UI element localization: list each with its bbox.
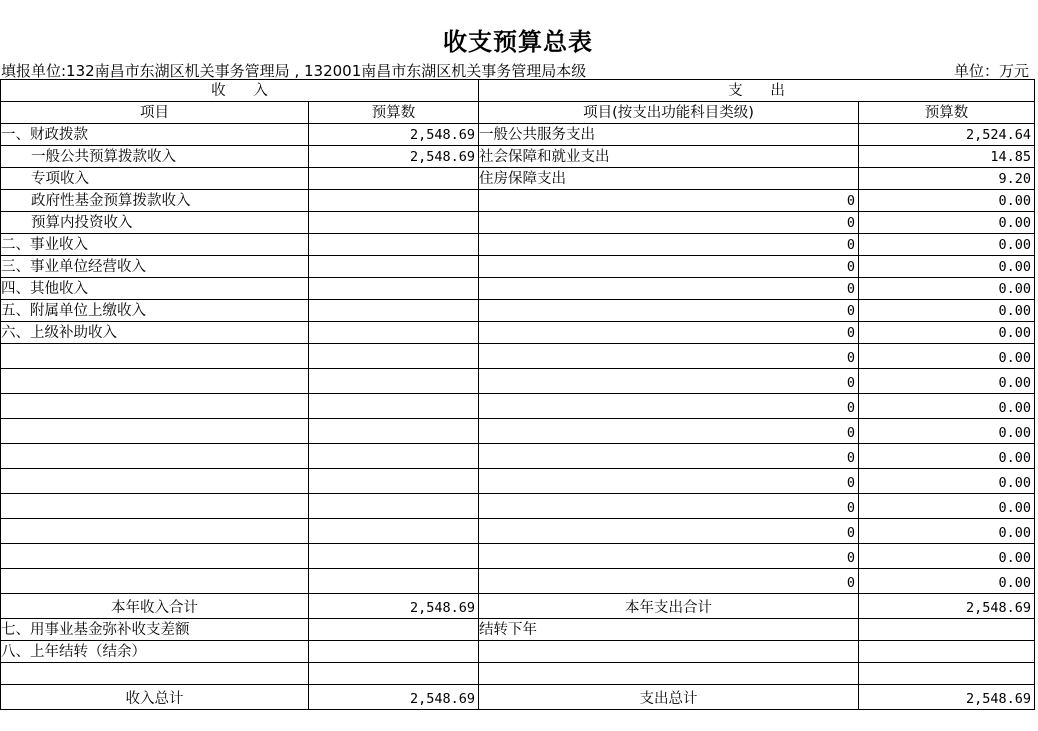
expense-item-cell: 一般公共服务支出 <box>479 124 859 146</box>
income-value-cell <box>309 494 479 519</box>
col-income-budget-header: 预算数 <box>309 102 479 124</box>
carry-next-year-value <box>859 619 1035 641</box>
income-grand-total-label: 收入总计 <box>1 685 309 710</box>
income-value-cell <box>309 394 479 419</box>
col-income-item-header: 项目 <box>1 102 309 124</box>
income-value-cell <box>309 469 479 494</box>
fund-offset-value <box>309 619 479 641</box>
expense-value-cell: 0.00 <box>859 569 1035 594</box>
table-row <box>1 278 1035 300</box>
expense-item-cell: 0 <box>479 544 859 569</box>
col-expense-budget-header: 预算数 <box>859 102 1035 124</box>
expense-value-cell: 0.00 <box>859 494 1035 519</box>
income-item-cell <box>1 394 309 419</box>
table-row <box>1 256 1035 278</box>
table-row <box>1 168 1035 190</box>
empty-cell <box>859 641 1035 663</box>
expense-item-cell: 0 <box>479 278 859 300</box>
table-row <box>1 124 1035 146</box>
column-header-row <box>1 102 1035 124</box>
expense-value-cell: 0.00 <box>859 322 1035 344</box>
expense-item-cell: 0 <box>479 190 859 212</box>
year-income-total-label: 本年收入合计 <box>1 594 309 619</box>
prior-year-carry-label: 八、上年结转（结余） <box>1 641 309 663</box>
expense-value-cell: 0.00 <box>859 519 1035 544</box>
col-expense-item-header: 项目(按支出功能科目类级) <box>479 102 859 124</box>
empty-cell <box>859 663 1035 685</box>
table-row <box>1 300 1035 322</box>
expense-value-cell: 9.20 <box>859 168 1035 190</box>
table-row <box>1 344 1035 369</box>
table-row <box>1 322 1035 344</box>
income-value-cell <box>309 300 479 322</box>
income-value-cell <box>309 256 479 278</box>
income-item-cell <box>1 344 309 369</box>
carry-next-year-label: 结转下年 <box>479 619 859 641</box>
expense-item-cell: 0 <box>479 469 859 494</box>
income-value-cell <box>309 190 479 212</box>
income-item-cell: 一、财政拨款 <box>1 124 309 146</box>
year-income-total-value: 2,548.69 <box>309 594 479 619</box>
income-value-cell <box>309 168 479 190</box>
income-item-cell <box>1 469 309 494</box>
section-header-row <box>1 80 1035 102</box>
income-value-cell <box>309 212 479 234</box>
expense-value-cell: 14.85 <box>859 146 1035 168</box>
year-expense-total-value: 2,548.69 <box>859 594 1035 619</box>
income-grand-total-value: 2,548.69 <box>309 685 479 710</box>
table-row <box>1 663 1035 685</box>
page-title: 收支预算总表 <box>443 28 593 56</box>
table-row <box>1 544 1035 569</box>
empty-cell <box>479 663 859 685</box>
expense-item-cell: 0 <box>479 519 859 544</box>
section-expense-header: 支 出 <box>479 80 1035 102</box>
budget-table <box>0 79 1035 710</box>
table-row <box>1 394 1035 419</box>
table-row <box>1 619 1035 641</box>
expense-item-cell: 0 <box>479 419 859 444</box>
income-value-cell <box>309 519 479 544</box>
income-value-cell <box>309 344 479 369</box>
expense-value-cell: 0.00 <box>859 234 1035 256</box>
expense-item-cell: 住房保障支出 <box>479 168 859 190</box>
expense-value-cell: 0.00 <box>859 344 1035 369</box>
table-row <box>1 519 1035 544</box>
prior-year-carry-value <box>309 641 479 663</box>
income-item-cell <box>1 419 309 444</box>
income-item-cell: 一般公共预算拨款收入 <box>1 146 309 168</box>
fund-offset-label: 七、用事业基金弥补收支差额 <box>1 619 309 641</box>
expense-item-cell: 0 <box>479 444 859 469</box>
table-row <box>1 494 1035 519</box>
expense-item-cell: 0 <box>479 369 859 394</box>
expense-item-cell: 0 <box>479 300 859 322</box>
income-value-cell: 2,548.69 <box>309 146 479 168</box>
income-item-cell: 专项收入 <box>1 168 309 190</box>
table-row <box>1 212 1035 234</box>
expense-item-cell: 社会保障和就业支出 <box>479 146 859 168</box>
expense-value-cell: 0.00 <box>859 419 1035 444</box>
expense-value-cell: 0.00 <box>859 544 1035 569</box>
table-row <box>1 419 1035 444</box>
year-total-row <box>1 594 1035 619</box>
income-value-cell <box>309 234 479 256</box>
expense-grand-total-value: 2,548.69 <box>859 685 1035 710</box>
table-row <box>1 444 1035 469</box>
expense-value-cell: 0.00 <box>859 369 1035 394</box>
income-item-cell: 五、附属单位上缴收入 <box>1 300 309 322</box>
table-row <box>1 641 1035 663</box>
income-item-cell: 四、其他收入 <box>1 278 309 300</box>
expense-item-cell: 0 <box>479 394 859 419</box>
expense-grand-total-label: 支出总计 <box>479 685 859 710</box>
expense-value-cell: 0.00 <box>859 256 1035 278</box>
income-value-cell <box>309 278 479 300</box>
table-row <box>1 469 1035 494</box>
income-item-cell <box>1 444 309 469</box>
income-value-cell <box>309 569 479 594</box>
table-row <box>1 190 1035 212</box>
income-item-cell: 预算内投资收入 <box>1 212 309 234</box>
table-row <box>1 234 1035 256</box>
income-item-cell <box>1 569 309 594</box>
report-meta <box>0 58 1033 80</box>
table-row <box>1 569 1035 594</box>
empty-cell <box>309 663 479 685</box>
expense-value-cell: 0.00 <box>859 278 1035 300</box>
income-item-cell: 政府性基金预算拨款收入 <box>1 190 309 212</box>
expense-item-cell: 0 <box>479 256 859 278</box>
income-value-cell <box>309 444 479 469</box>
expense-value-cell: 0.00 <box>859 444 1035 469</box>
section-income-header: 收 入 <box>1 80 479 102</box>
year-expense-total-label: 本年支出合计 <box>479 594 859 619</box>
income-value-cell <box>309 322 479 344</box>
table-row <box>1 369 1035 394</box>
income-item-cell: 二、事业收入 <box>1 234 309 256</box>
income-item-cell <box>1 369 309 394</box>
expense-value-cell: 2,524.64 <box>859 124 1035 146</box>
expense-item-cell: 0 <box>479 344 859 369</box>
expense-value-cell: 0.00 <box>859 394 1035 419</box>
currency-unit: 单位：万元 <box>953 62 1029 80</box>
grand-total-row <box>1 685 1035 710</box>
expense-item-cell: 0 <box>479 212 859 234</box>
income-item-cell <box>1 494 309 519</box>
income-value-cell: 2,548.69 <box>309 124 479 146</box>
income-item-cell: 三、事业单位经营收入 <box>1 256 309 278</box>
expense-item-cell: 0 <box>479 569 859 594</box>
income-item-cell <box>1 519 309 544</box>
expense-item-cell: 0 <box>479 234 859 256</box>
expense-value-cell: 0.00 <box>859 300 1035 322</box>
expense-value-cell: 0.00 <box>859 212 1035 234</box>
expense-value-cell: 0.00 <box>859 190 1035 212</box>
income-item-cell: 六、上级补助收入 <box>1 322 309 344</box>
income-value-cell <box>309 544 479 569</box>
expense-item-cell: 0 <box>479 494 859 519</box>
income-value-cell <box>309 369 479 394</box>
reporting-unit: 填报单位:132南昌市东湖区机关事务管理局 , 132001南昌市东湖区机关事务管理局本级 <box>1 62 587 80</box>
empty-cell <box>1 663 309 685</box>
empty-cell <box>479 641 859 663</box>
table-row <box>1 146 1035 168</box>
expense-item-cell: 0 <box>479 322 859 344</box>
income-value-cell <box>309 419 479 444</box>
income-item-cell <box>1 544 309 569</box>
expense-value-cell: 0.00 <box>859 469 1035 494</box>
